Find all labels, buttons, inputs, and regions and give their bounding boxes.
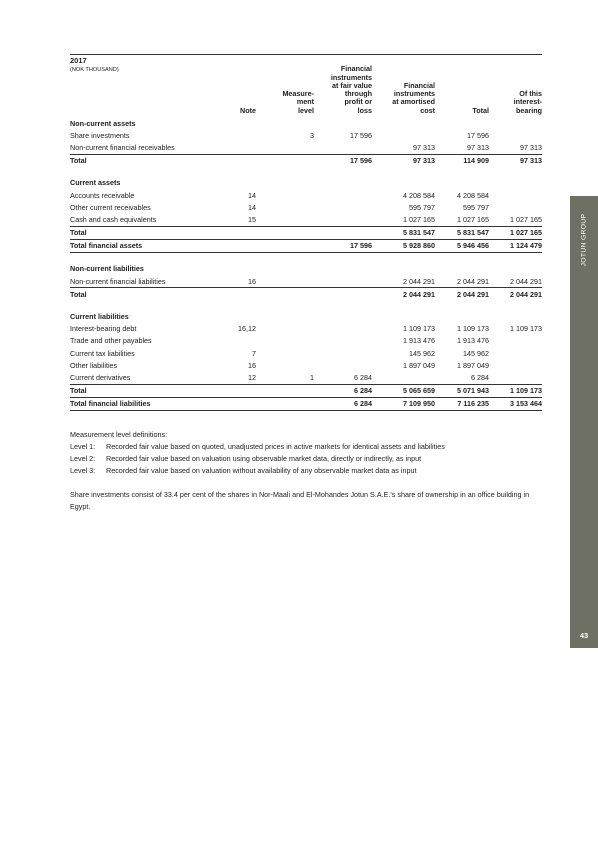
definition-level-1	[70, 441, 542, 453]
cell-ac: 5 928 860	[372, 239, 435, 252]
cell-ac: 2 044 291	[403, 276, 435, 286]
row-label: Other current receivables	[70, 202, 151, 212]
section-heading-row	[70, 263, 542, 275]
cell-ib	[489, 129, 542, 141]
cell-fv: 17 596	[314, 154, 372, 167]
cell-note: 15	[248, 214, 256, 224]
cell-ac: 1 027 165	[403, 214, 435, 224]
row-label: Accounts receivable	[70, 190, 135, 200]
table-row	[70, 347, 542, 359]
cell-fv	[314, 189, 372, 201]
side-tab	[570, 196, 598, 648]
cell-ac: 97 313	[413, 142, 435, 152]
spacer-cell	[70, 252, 542, 263]
cell-ib: 1 027 165	[489, 226, 542, 239]
table-row	[70, 201, 542, 213]
cell-note	[218, 384, 256, 397]
row-label: Total	[70, 384, 218, 397]
row-label: Current derivatives	[70, 372, 131, 382]
brand-label	[570, 210, 598, 270]
total-row	[70, 154, 542, 167]
total-row	[70, 397, 542, 410]
cell-note	[218, 129, 256, 141]
cell-ib	[489, 201, 542, 213]
table-row	[70, 335, 542, 347]
row-label: Interest-bearing debt	[70, 324, 137, 334]
cell-fv	[314, 226, 372, 239]
cell-ib: 97 313	[520, 142, 542, 152]
cell-ac: 4 208 584	[403, 190, 435, 200]
page-number: 43	[579, 631, 589, 640]
cell-level	[256, 239, 314, 252]
cell-level	[256, 201, 314, 213]
cell-level	[256, 347, 314, 359]
definition-level-3	[70, 465, 542, 477]
cell-total: 17 596	[467, 130, 489, 140]
row-label: Cash and cash equivalents	[70, 214, 157, 224]
cell-note: 16,12	[238, 324, 256, 334]
cell-level: 1	[310, 372, 314, 382]
cell-level	[256, 323, 314, 335]
cell-note: 7	[252, 348, 256, 358]
cell-fv	[314, 323, 372, 335]
spacer-row	[70, 167, 542, 177]
cell-level	[256, 189, 314, 201]
level-key: Level 1:	[70, 441, 96, 451]
cell-note	[218, 397, 256, 410]
brand-text: JOTUN GROUP	[580, 213, 588, 267]
cell-total: 5 831 547	[435, 226, 489, 239]
row-label: Non-current liabilities	[70, 264, 144, 274]
level-text: Recorded fair value based on quoted, unadjusted prices in active markets for identical assets and liabilities	[106, 441, 445, 451]
cell-total: 7 116 235	[435, 397, 489, 410]
cell-ib: 2 044 291	[489, 288, 542, 301]
cell-total: 595 797	[463, 202, 489, 212]
cell-ac: 2 044 291	[372, 288, 435, 301]
cell-ib: 3 153 464	[489, 397, 542, 410]
cell-total: 97 313	[467, 142, 489, 152]
cell-ib: 1 109 173	[489, 384, 542, 397]
cell-note: 14	[248, 190, 256, 200]
cell-ac: 1 897 049	[403, 360, 435, 370]
cell-ib: 1 124 479	[489, 239, 542, 252]
row-label: Current assets	[70, 178, 121, 188]
cell-total: 4 208 584	[457, 190, 489, 200]
cell-note: 12	[248, 372, 256, 382]
col-interest-bearing: Of this interest- bearing	[513, 89, 542, 115]
cell-total: 114 909	[435, 154, 489, 167]
cell-level	[256, 141, 314, 154]
cell-level	[256, 335, 314, 347]
total-row	[70, 239, 542, 252]
cell-note	[218, 335, 256, 347]
cell-ib: 1 109 173	[510, 324, 542, 334]
row-label: Non-current financial liabilities	[70, 276, 166, 286]
cell-fv: 17 596	[350, 130, 372, 140]
cell-note: 16	[248, 360, 256, 370]
cell-level	[256, 275, 314, 288]
cell-ac: 5 831 547	[372, 226, 435, 239]
cell-note	[218, 288, 256, 301]
row-label: Share investments	[70, 130, 130, 140]
row-label: Total financial liabilities	[70, 397, 218, 410]
cell-note: 14	[248, 202, 256, 212]
cell-total: 6 284	[471, 372, 489, 382]
row-label: Non-current assets	[70, 118, 136, 128]
table-row	[70, 275, 542, 288]
financial-instruments-page	[70, 54, 542, 513]
cell-fv	[314, 141, 372, 154]
spacer-row	[70, 300, 542, 310]
cell-total: 1 913 476	[457, 336, 489, 346]
cell-level	[256, 154, 314, 167]
section-heading-row	[70, 310, 542, 322]
cell-fv: 17 596	[314, 239, 372, 252]
row-label: Current liabilities	[70, 312, 129, 322]
cell-fv	[314, 335, 372, 347]
table-row	[70, 129, 542, 141]
cell-level	[256, 359, 314, 371]
share-investments-note: Share investments consist of 33.4 per cent of the shares in Nor-Maali and El-Mohandes Jotun S.A.E.'s share of ownership in an office building in Egypt.	[70, 489, 530, 511]
level-text: Recorded fair value based on valuation using observable market data, directly or indirectly, as input	[106, 453, 422, 463]
row-label: Other liabilities	[70, 360, 118, 370]
cell-total: 5 946 456	[435, 239, 489, 252]
cell-note	[218, 239, 256, 252]
level-key: Level 3:	[70, 465, 96, 475]
cell-total: 2 044 291	[435, 288, 489, 301]
total-row	[70, 288, 542, 301]
cell-fv	[314, 213, 372, 226]
cell-ac	[372, 371, 435, 384]
col-measurement-level: Measure- ment level	[282, 89, 314, 115]
cell-ib: 1 027 165	[510, 214, 542, 224]
row-label: Total financial assets	[70, 239, 218, 252]
cell-fv	[314, 201, 372, 213]
level-key: Level 2:	[70, 453, 96, 463]
cell-ib	[489, 359, 542, 371]
table-row	[70, 323, 542, 335]
cell-total: 5 071 943	[435, 384, 489, 397]
row-label: Current tax liabilities	[70, 348, 135, 358]
cell-ac: 145 962	[409, 348, 435, 358]
cell-fv: 6 284	[354, 372, 372, 382]
cell-ac: 5 065 659	[372, 384, 435, 397]
row-label: Total	[70, 226, 218, 239]
table-row	[70, 371, 542, 384]
cell-ac: 595 797	[409, 202, 435, 212]
cell-level	[256, 384, 314, 397]
section-heading-row	[70, 117, 542, 129]
cell-ib	[489, 189, 542, 201]
cell-fv: 6 284	[314, 384, 372, 397]
definitions-title: Measurement level definitions:	[70, 429, 168, 439]
table-row	[70, 359, 542, 371]
cell-fv: 6 284	[314, 397, 372, 410]
definition-level-2	[70, 453, 542, 465]
spacer-cell	[70, 300, 542, 310]
cell-ac	[372, 129, 435, 141]
cell-note	[218, 226, 256, 239]
row-label: Trade and other payables	[70, 336, 152, 346]
cell-level	[256, 213, 314, 226]
total-row	[70, 384, 542, 397]
table-header	[70, 55, 542, 117]
cell-fv	[314, 347, 372, 359]
spacer-cell	[70, 167, 542, 177]
cell-level	[256, 397, 314, 410]
cell-ib	[489, 371, 542, 384]
spacer-row	[70, 252, 542, 263]
cell-ac: 97 313	[372, 154, 435, 167]
cell-ib	[489, 347, 542, 359]
cell-fv	[314, 288, 372, 301]
cell-total: 1 109 173	[457, 324, 489, 334]
cell-note: 16	[248, 276, 256, 286]
year-label: 2017	[70, 56, 87, 65]
col-total: Total	[472, 105, 489, 115]
cell-ib	[489, 335, 542, 347]
col-amortised-cost: Financial instruments at amortised cost	[392, 80, 435, 115]
col-fair-value: Financial instruments at fair value through profit or loss	[330, 64, 372, 115]
cell-ib: 2 044 291	[510, 276, 542, 286]
cell-total: 1 897 049	[457, 360, 489, 370]
measurement-definitions	[70, 429, 542, 477]
cell-total: 1 027 165	[457, 214, 489, 224]
table-row	[70, 213, 542, 226]
cell-level	[256, 226, 314, 239]
row-label: Total	[70, 154, 218, 167]
cell-total: 2 044 291	[457, 276, 489, 286]
financial-instruments-table	[70, 117, 542, 411]
cell-total: 145 962	[463, 348, 489, 358]
section-heading-row	[70, 177, 542, 189]
cell-ib: 97 313	[489, 154, 542, 167]
cell-note	[218, 141, 256, 154]
total-row	[70, 226, 542, 239]
cell-level	[256, 288, 314, 301]
cell-ac: 1 913 476	[403, 336, 435, 346]
cell-fv	[314, 275, 372, 288]
unit-label: (NOK THOUSAND)	[70, 67, 119, 73]
cell-ac: 7 109 950	[372, 397, 435, 410]
row-label: Non-current financial receivables	[70, 142, 175, 152]
row-label: Total	[70, 288, 218, 301]
cell-note	[218, 154, 256, 167]
col-note: Note	[240, 105, 256, 115]
cell-level: 3	[310, 130, 314, 140]
cell-ac: 1 109 173	[403, 324, 435, 334]
table-row	[70, 189, 542, 201]
cell-fv	[314, 359, 372, 371]
table-row	[70, 141, 542, 154]
level-text: Recorded fair value based on valuation without availability of any observable market data as input	[106, 465, 417, 475]
